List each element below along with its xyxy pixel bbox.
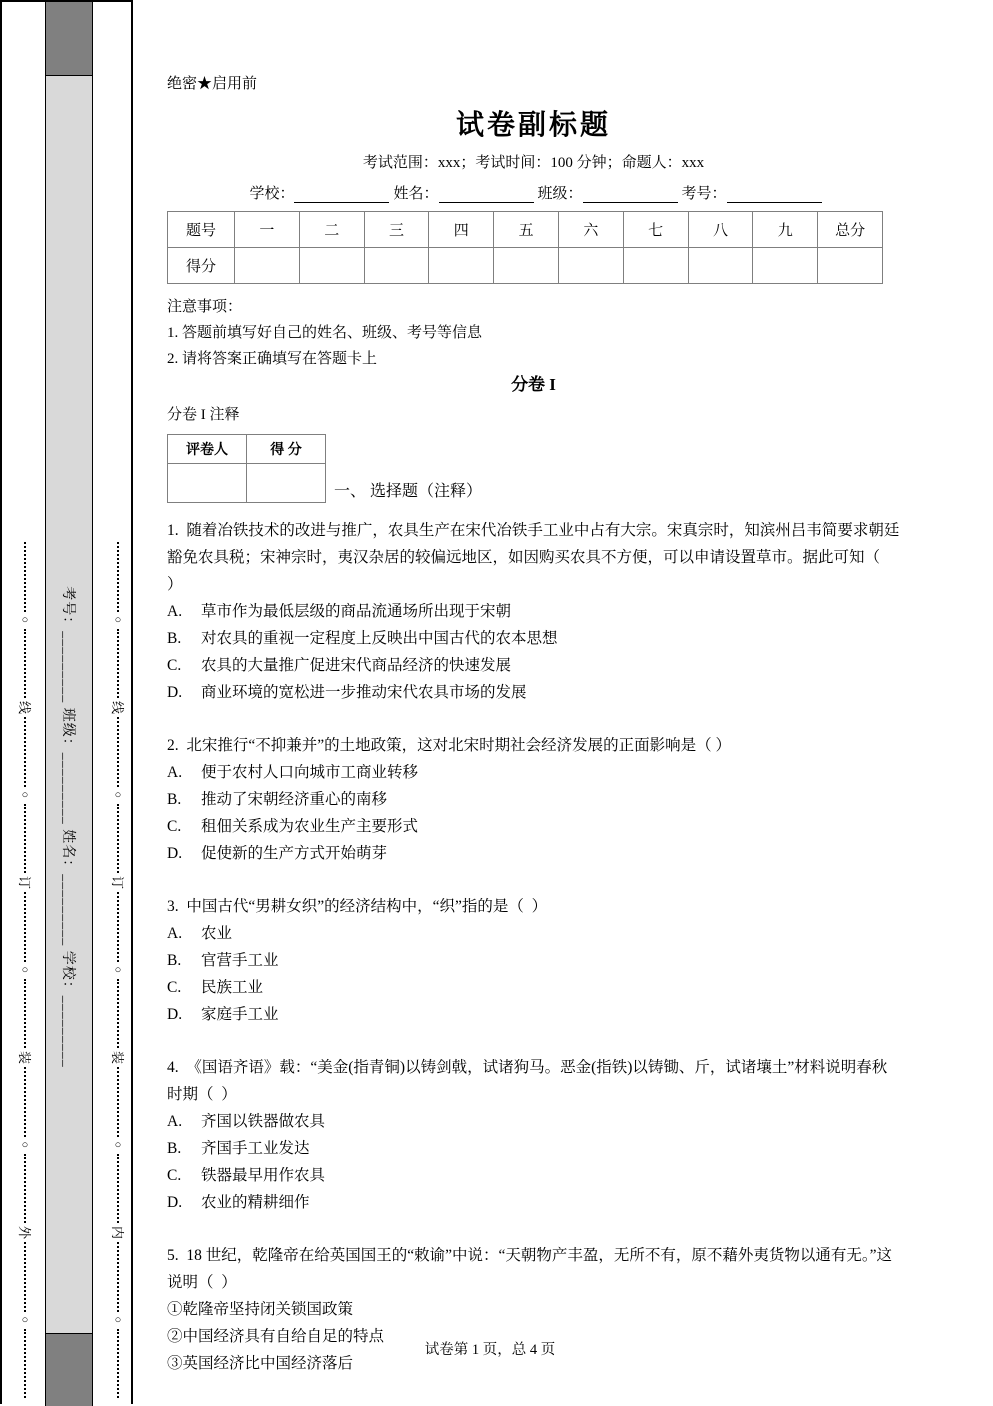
score-cell — [364, 248, 429, 284]
option-label: A. — [167, 925, 183, 942]
grader-header-row — [168, 435, 326, 464]
option-label: B. — [167, 791, 182, 808]
binding-line-inner — [110, 542, 126, 1398]
option-label: C. — [167, 1167, 182, 1184]
score-cell — [623, 248, 688, 284]
option-row — [167, 652, 900, 679]
option-text: 租佃关系成为农业生产主要形式 — [201, 818, 419, 835]
binding-char: 线 — [110, 700, 126, 715]
dotted-line — [117, 1067, 119, 1137]
option-row — [167, 1108, 900, 1135]
part-title: 分卷 I — [511, 375, 556, 394]
option-label: D. — [167, 684, 183, 701]
option-text: 农业的精耕细作 — [201, 1194, 310, 1211]
dotted-line — [24, 804, 26, 874]
score-cell — [558, 248, 623, 284]
score-header-cell: 八 — [688, 212, 753, 248]
score-value-row — [168, 248, 883, 284]
option-label: D. — [167, 845, 183, 862]
school-label: 学校： — [249, 186, 295, 202]
dotted-line — [117, 542, 119, 612]
option-label: B. — [167, 630, 182, 647]
name-label: 姓名： — [393, 186, 439, 202]
dotted-line — [24, 979, 26, 1049]
question-stem: 5. 18 世纪，乾隆帝在给英国国王的“敕谕”中说：“天朝物产丰盈，无所不有，原不藉外夷货物以通有无。”这说明（ ） — [167, 1247, 893, 1291]
page-title: 试卷副标题 — [455, 110, 611, 141]
binding-circle: ○ — [21, 788, 29, 801]
exam-no-blank — [727, 186, 822, 203]
grader-header-cell: 得 分 — [247, 435, 326, 464]
exam-info-line: 考试范围：xxx；考试时间：100 分钟；命题人：xxx — [362, 155, 705, 171]
option-label: C. — [167, 657, 182, 674]
dotted-line — [24, 717, 26, 787]
binding-circle: ○ — [21, 1313, 29, 1326]
question-stem: 1. 随着冶铁技术的改进与推广，农具生产在宋代冶铁手工业中占有大宗。宋真宗时，知滨州吕韦简要求朝廷豁免农具税；宋神宗时，夷汉杂居的较偏远地区，如因购买农具不方便，可以申请设置草市。据此可知（ ） — [167, 522, 904, 593]
binding-line-outer — [17, 542, 33, 1398]
grader-value-row — [168, 464, 326, 503]
notes-heading: 注意事项： — [167, 299, 243, 315]
binding-char: 线 — [17, 700, 33, 715]
option-label: B. — [167, 1140, 182, 1157]
option-text: 商业环境的宽松进一步推动宋代农具市场的发展 — [201, 684, 527, 701]
note-item: 1. 答题前填写好自己的姓名、班级、考号等信息 — [167, 325, 483, 341]
dotted-line — [117, 804, 119, 874]
binding-circle: ○ — [114, 1138, 122, 1151]
option-row — [167, 1001, 900, 1028]
binding-char: 外 — [17, 1225, 33, 1240]
option-text: 家庭手工业 — [201, 1006, 279, 1023]
dotted-line — [117, 979, 119, 1049]
question-subitem: ①乾隆帝坚持闭关锁国政策 — [167, 1301, 354, 1318]
option-text: 农具的大量推广促进宋代商品经济的快速发展 — [201, 657, 512, 674]
binding-circle: ○ — [114, 1313, 122, 1326]
binding-circle: ○ — [114, 613, 122, 626]
question-3 — [167, 893, 900, 1028]
option-row — [167, 947, 900, 974]
score-header-cell: 题号 — [168, 212, 235, 248]
classification-label: 绝密★启用前 — [167, 76, 258, 92]
score-header-cell: 七 — [623, 212, 688, 248]
option-label: A. — [167, 764, 183, 781]
option-row — [167, 920, 900, 947]
score-header-cell: 五 — [494, 212, 559, 248]
option-text: 推动了宋朝经济重心的南移 — [201, 791, 388, 808]
student-fill-line — [167, 182, 900, 203]
part-note: 分卷 I 注释 — [167, 407, 240, 423]
student-info-vertical-text: 考号：_________ 班级：_________ 姓名：_________ 学校：_________ — [60, 586, 75, 1068]
option-text: 铁器最早用作农具 — [201, 1167, 326, 1184]
option-row — [167, 840, 900, 867]
dotted-line — [117, 717, 119, 787]
option-label: A. — [167, 1113, 183, 1130]
option-row — [167, 813, 900, 840]
binding-char: 装 — [110, 1050, 126, 1065]
option-text: 齐国手工业发达 — [201, 1140, 310, 1157]
dotted-line — [24, 1329, 26, 1399]
student-info-fields — [45, 302, 93, 1352]
question-stem: 3. 中国古代“男耕女织”的经济结构中，“织”指的是（ ） — [167, 898, 548, 915]
score-cell — [494, 248, 559, 284]
score-header-cell: 二 — [299, 212, 364, 248]
option-text: 农业 — [201, 925, 233, 942]
grader-table — [167, 434, 326, 503]
option-text: 促使新的生产方式开始萌芽 — [201, 845, 388, 862]
dotted-line — [24, 1242, 26, 1312]
question-4 — [167, 1054, 900, 1216]
option-label: C. — [167, 818, 182, 835]
class-label: 班级： — [537, 186, 583, 202]
binding-circle: ○ — [21, 613, 29, 626]
option-text: 对农具的重视一定程度上反映出中国古代的农本思想 — [201, 630, 558, 647]
name-blank — [439, 186, 534, 203]
option-row — [167, 1189, 900, 1216]
binding-circle: ○ — [114, 788, 122, 801]
option-row — [167, 625, 900, 652]
option-row — [167, 1135, 900, 1162]
class-blank — [583, 186, 678, 203]
question-2 — [167, 732, 900, 867]
option-text: 官营手工业 — [201, 952, 279, 969]
section-heading: 一、 选择题（注释） — [334, 483, 483, 500]
option-text: 便于农村人口向城市工商业转移 — [201, 764, 419, 781]
grader-header-cell: 评卷人 — [168, 435, 247, 464]
exam-paper — [167, 0, 904, 1377]
score-cell — [818, 248, 883, 284]
dotted-line — [117, 1154, 119, 1224]
dotted-line — [24, 1154, 26, 1224]
binding-char: 订 — [17, 875, 33, 890]
option-row — [167, 1162, 900, 1189]
option-row — [167, 759, 900, 786]
binding-circle: ○ — [114, 963, 122, 976]
score-header-cell: 六 — [558, 212, 623, 248]
dotted-line — [24, 629, 26, 699]
binding-char: 装 — [17, 1050, 33, 1065]
grader-cell — [247, 464, 326, 503]
page-footer: 试卷第 1 页，总 4 页 — [424, 1342, 556, 1358]
binding-margin — [0, 0, 133, 1404]
score-header-cell: 总分 — [818, 212, 883, 248]
option-row — [167, 974, 900, 1001]
option-row — [167, 786, 900, 813]
score-header-cell: 九 — [753, 212, 818, 248]
column-top-block — [46, 2, 92, 76]
score-summary-table — [167, 211, 883, 284]
grader-section — [167, 434, 900, 503]
score-row-label: 得分 — [168, 248, 235, 284]
option-label: D. — [167, 1194, 183, 1211]
binding-char: 内 — [110, 1225, 126, 1240]
dotted-line — [117, 1242, 119, 1312]
question-stem: 2. 北宋推行“不抑兼并”的土地政策，这对北宋时期社会经济发展的正面影响是（ ） — [167, 737, 732, 754]
option-label: B. — [167, 952, 182, 969]
score-cell — [688, 248, 753, 284]
score-cell — [235, 248, 300, 284]
option-label: A. — [167, 603, 183, 620]
score-cell — [753, 248, 818, 284]
score-cell — [429, 248, 494, 284]
dotted-line — [24, 1067, 26, 1137]
school-blank — [294, 186, 389, 203]
exam-no-label: 考号： — [681, 186, 727, 202]
option-label: D. — [167, 1006, 183, 1023]
option-row — [167, 679, 900, 706]
dotted-line — [117, 629, 119, 699]
option-text: 草市作为最低层级的商品流通场所出现于宋朝 — [201, 603, 512, 620]
score-header-cell: 三 — [364, 212, 429, 248]
dotted-line — [24, 542, 26, 612]
question-stem: 4. 《国语齐语》载：“美金(指青铜)以铸剑戟，试诸狗马。恶金(指铁)以铸锄、斤，试诸壤土”材料说明春秋时期（ ） — [167, 1059, 888, 1103]
grader-cell — [168, 464, 247, 503]
binding-circle: ○ — [21, 963, 29, 976]
option-text: 齐国以铁器做农具 — [201, 1113, 326, 1130]
question-1 — [167, 517, 904, 706]
score-header-cell: 一 — [235, 212, 300, 248]
note-item: 2. 请将答案正确填写在答题卡上 — [167, 351, 378, 367]
option-text: 民族工业 — [201, 979, 264, 996]
option-label: C. — [167, 979, 182, 996]
binding-char: 订 — [110, 875, 126, 890]
question-subitem: ②中国经济具有自给自足的特点 — [167, 1328, 385, 1345]
score-header-row — [168, 212, 883, 248]
dotted-line — [24, 892, 26, 962]
score-cell — [299, 248, 364, 284]
score-header-cell: 四 — [429, 212, 494, 248]
option-row — [167, 598, 900, 625]
dotted-line — [117, 892, 119, 962]
binding-circle: ○ — [21, 1138, 29, 1151]
question-subitem: ③英国经济比中国经济落后 — [167, 1355, 354, 1372]
